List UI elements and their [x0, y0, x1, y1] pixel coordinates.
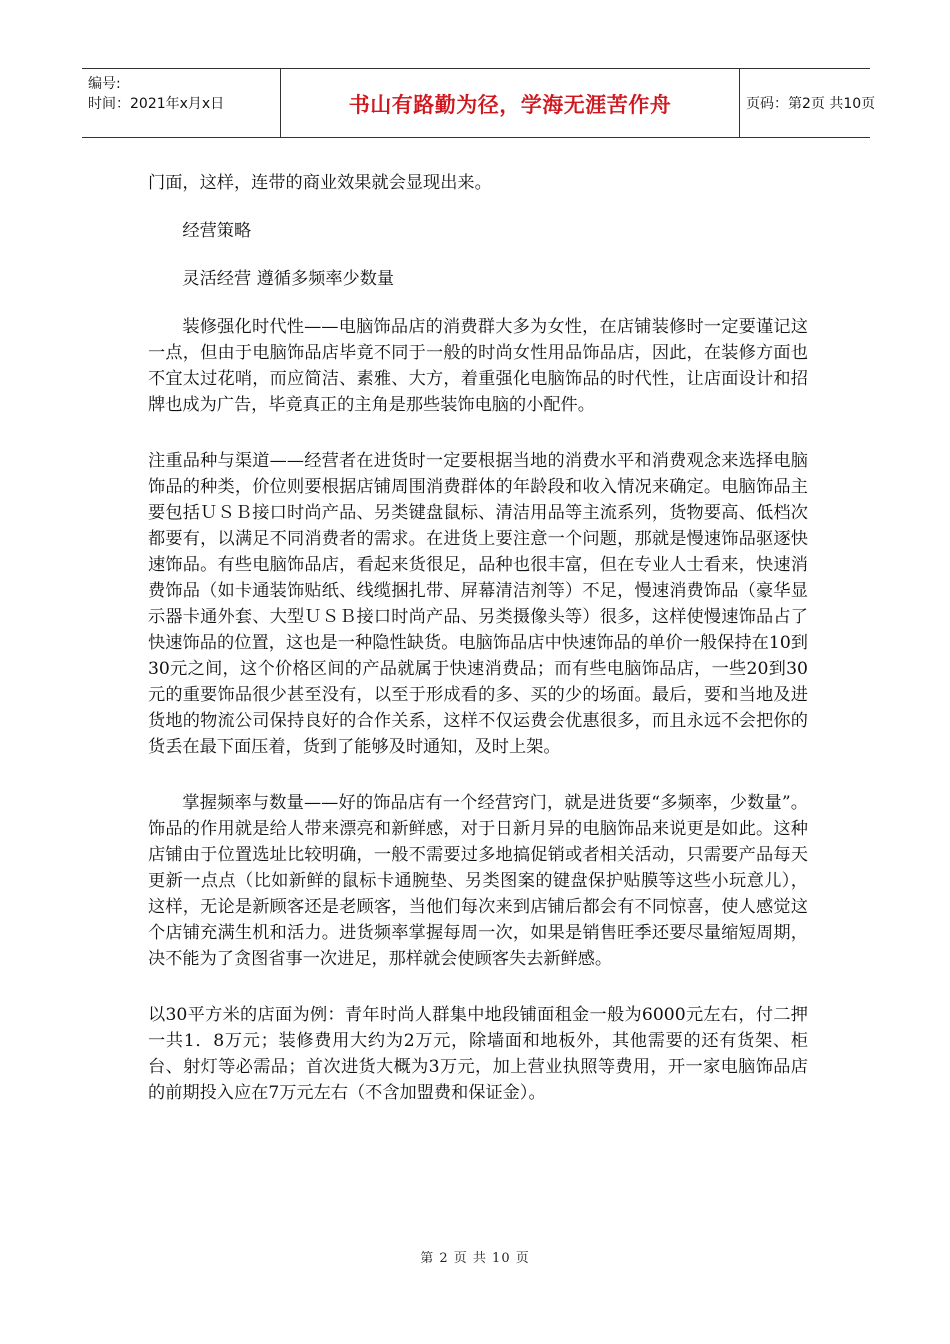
section-heading: 经营策略 — [182, 221, 252, 241]
header-motto-cell — [280, 69, 740, 137]
paragraph-cost-example: 以30平方米的店面为例：青年时尚人群集中地段铺面租金一般为6000元左右，付二押一共1．8万元；装修费用大约为2万元，除墙面和地板外，其他需要的还有货架、柜台、射灯等必需品；首次进货大概为3万元，加上营业执照等费用，开一家电脑饰品店的前期投入应在7万元左右（不含加盟费和保证金）。 — [148, 1005, 808, 1103]
document-date: 时间：2021年x月x日 — [88, 96, 225, 112]
paragraph-decoration: 装修强化时代性——电脑饰品店的消费群大多为女性，在店铺装修时一定要谨记这一点，但由于电脑饰品店毕竟不同于一般的时尚女性用品饰品店，因此，在装修方面也不宜太过花哨，而应简洁、素雅、大方，着重强化电脑饰品的时代性，让店面设计和招牌也成为广告，毕竟真正的主角是那些装饰电脑的小配件。 — [148, 317, 808, 415]
paragraph-variety-channels: 注重品种与渠道——经营者在进货时一定要根据当地的消费水平和消费观念来选择电脑饰品的种类，价位则要根据店铺周围消费群体的年龄段和收入情况来确定。电脑饰品主要包括ＵＳＢ接口时尚产品、另类键盘鼠标、清洁用品等主流系列，货物要高、低档次都要有，以满足不同消费者的需求。在进货上要注意一个问题，那就是慢速饰品驱逐快速饰品。有些电脑饰品店，看起来货很足，品种也很丰富，但在专业人士看来，快速消费饰品（如卡通装饰贴纸、线缆捆扎带、屏幕清洁剂等）不足，慢速消费饰品（豪华显示器卡通外套、大型ＵＳＢ接口时尚产品、另类摄像头等）很多，这样使慢速饰品占了快速饰品的位置，这也是一种隐性缺货。电脑饰品店中快速饰品的单价一般保持在10到30元之间，这个价格区间的产品就属于快速消费品；而有些电脑饰品店，一些20到30元的重要饰品很少甚至没有，以至于形成看的多、买的少的场面。最后，要和当地及进货地的物流公司保持良好的合作关系，这样不仅运费会优惠很多，而且永远不会把你的货丢在最下面压着，货到了能够及时通知，及时上架。 — [148, 451, 808, 757]
paragraph-frequency-quantity: 掌握频率与数量——好的饰品店有一个经营窍门，就是进货要“多频率，少数量”。饰品的作用就是给人带来漂亮和新鲜感，对于日新月异的电脑饰品来说更是如此。这种店铺由于位置选址比较明确，一般不需要过多地搞促销或者相关活动，只需要产品每天更新一点点（比如新鲜的鼠标卡通腕垫、另类图案的键盘保护贴膜等这些小玩意儿），这样，无论是新顾客还是老顾客，当他们每次来到店铺后都会有不同惊喜，使人感觉这个店铺充满生机和活力。进货频率掌握每周一次，如果是销售旺季还要尽量缩短周期，决不能为了贪图省事一次进足，那样就会使顾客失去新鲜感。 — [148, 793, 808, 969]
page-footer: 第 2 页 共 10 页 — [420, 1251, 530, 1266]
sub-heading: 灵活经营 遵循多频率少数量 — [182, 269, 395, 289]
document-number-label: 编号: — [88, 76, 121, 92]
header-page-cell — [738, 69, 876, 137]
header-motto: 书山有路勤为径，学海无涯苦作舟 — [348, 93, 672, 117]
document-body — [148, 170, 808, 1106]
paragraph-continuation: 门面，这样，连带的商业效果就会显现出来。 — [148, 173, 492, 193]
header-page-info: 页码：第2页 共10页 — [746, 96, 876, 112]
page-header — [82, 68, 876, 138]
header-left-cell — [82, 69, 280, 137]
